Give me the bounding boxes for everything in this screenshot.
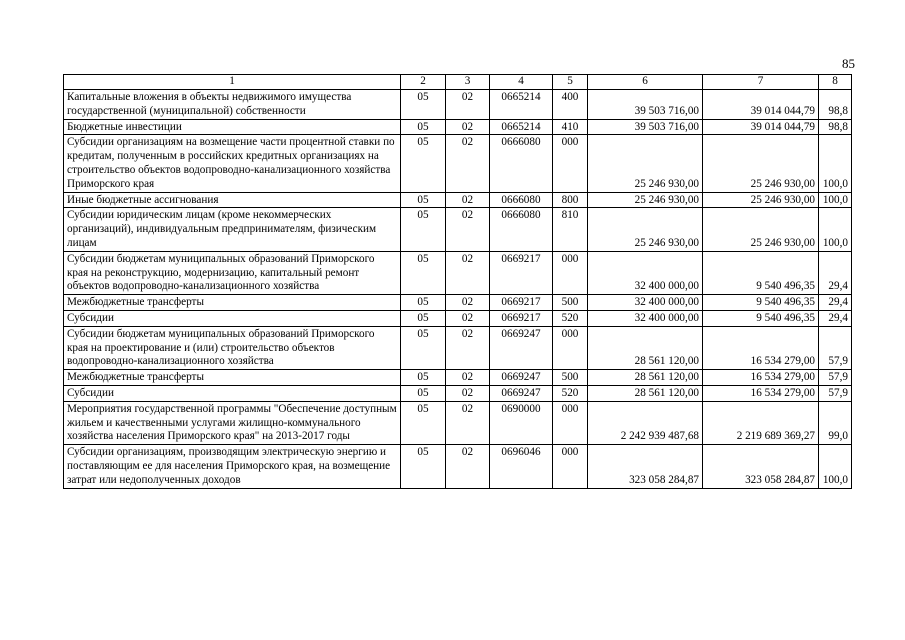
expense-type-code: 000 xyxy=(553,135,588,192)
table-row xyxy=(64,401,852,444)
budget-table xyxy=(63,74,852,489)
header-cell: 8 xyxy=(819,75,852,90)
section-code: 05 xyxy=(401,310,446,326)
subsection-code: 02 xyxy=(446,370,490,386)
table-row xyxy=(64,192,852,208)
subsection-code: 02 xyxy=(446,208,490,251)
item-name: Мероприятия государственной программы "Обеспечение доступным жильем и качественными услугами жилищно-коммунального хозяйства населения Приморского края" на 2013-2017 годы xyxy=(64,401,401,444)
table-body xyxy=(64,90,852,489)
subsection-code: 02 xyxy=(446,326,490,369)
execution-percent: 98,8 xyxy=(819,90,852,120)
table-row xyxy=(64,251,852,294)
subsection-code: 02 xyxy=(446,251,490,294)
expense-type-code: 000 xyxy=(553,401,588,444)
planned-amount: 32 400 000,00 xyxy=(588,310,703,326)
item-name: Субсидии xyxy=(64,385,401,401)
expense-type-code: 410 xyxy=(553,119,588,135)
planned-amount: 323 058 284,87 xyxy=(588,445,703,488)
executed-amount: 39 014 044,79 xyxy=(703,90,819,120)
execution-percent: 100,0 xyxy=(819,192,852,208)
item-name: Межбюджетные трансферты xyxy=(64,295,401,311)
target-item-code: 0666080 xyxy=(490,135,553,192)
section-code: 05 xyxy=(401,251,446,294)
section-code: 05 xyxy=(401,90,446,120)
executed-amount: 2 219 689 369,27 xyxy=(703,401,819,444)
table-row xyxy=(64,90,852,120)
section-code: 05 xyxy=(401,370,446,386)
header-cell: 2 xyxy=(401,75,446,90)
header-cell: 7 xyxy=(703,75,819,90)
execution-percent: 57,9 xyxy=(819,326,852,369)
table-row xyxy=(64,370,852,386)
execution-percent: 100,0 xyxy=(819,208,852,251)
planned-amount: 25 246 930,00 xyxy=(588,208,703,251)
subsection-code: 02 xyxy=(446,295,490,311)
expense-type-code: 810 xyxy=(553,208,588,251)
table-row xyxy=(64,295,852,311)
execution-percent: 29,4 xyxy=(819,295,852,311)
table-row xyxy=(64,445,852,488)
execution-percent: 29,4 xyxy=(819,310,852,326)
target-item-code: 0666080 xyxy=(490,208,553,251)
execution-percent: 57,9 xyxy=(819,385,852,401)
table-row xyxy=(64,135,852,192)
target-item-code: 0669247 xyxy=(490,385,553,401)
target-item-code: 0690000 xyxy=(490,401,553,444)
executed-amount: 25 246 930,00 xyxy=(703,192,819,208)
executed-amount: 25 246 930,00 xyxy=(703,208,819,251)
expense-type-code: 520 xyxy=(553,310,588,326)
item-name: Капитальные вложения в объекты недвижимого имущества государственной (муниципальной) собственности xyxy=(64,90,401,120)
section-code: 05 xyxy=(401,135,446,192)
header-cell: 1 xyxy=(64,75,401,90)
expense-type-code: 000 xyxy=(553,326,588,369)
subsection-code: 02 xyxy=(446,135,490,192)
table-row xyxy=(64,385,852,401)
executed-amount: 39 014 044,79 xyxy=(703,119,819,135)
target-item-code: 0669217 xyxy=(490,310,553,326)
subsection-code: 02 xyxy=(446,310,490,326)
planned-amount: 32 400 000,00 xyxy=(588,251,703,294)
header-cell: 3 xyxy=(446,75,490,90)
table-row xyxy=(64,310,852,326)
item-name: Субсидии организациям, производящим электрическую энергию и поставляющим ее для населения Приморского края, на возмещение затрат или недополученных доходов xyxy=(64,445,401,488)
subsection-code: 02 xyxy=(446,90,490,120)
expense-type-code: 800 xyxy=(553,192,588,208)
execution-percent: 100,0 xyxy=(819,135,852,192)
expense-type-code: 520 xyxy=(553,385,588,401)
executed-amount: 323 058 284,87 xyxy=(703,445,819,488)
expense-type-code: 500 xyxy=(553,295,588,311)
executed-amount: 9 540 496,35 xyxy=(703,251,819,294)
item-name: Субсидии бюджетам муниципальных образований Приморского края на реконструкцию, модернизацию, капитальный ремонт объектов водопроводно-канализационного хозяйства xyxy=(64,251,401,294)
executed-amount: 16 534 279,00 xyxy=(703,326,819,369)
header-row xyxy=(64,75,852,90)
expense-type-code: 000 xyxy=(553,251,588,294)
section-code: 05 xyxy=(401,445,446,488)
section-code: 05 xyxy=(401,119,446,135)
section-code: 05 xyxy=(401,326,446,369)
table-row xyxy=(64,208,852,251)
executed-amount: 16 534 279,00 xyxy=(703,385,819,401)
target-item-code: 0669217 xyxy=(490,251,553,294)
target-item-code: 0665214 xyxy=(490,119,553,135)
execution-percent: 100,0 xyxy=(819,445,852,488)
target-item-code: 0696046 xyxy=(490,445,553,488)
item-name: Субсидии xyxy=(64,310,401,326)
expense-type-code: 000 xyxy=(553,445,588,488)
execution-percent: 99,0 xyxy=(819,401,852,444)
expense-type-code: 400 xyxy=(553,90,588,120)
subsection-code: 02 xyxy=(446,401,490,444)
item-name: Субсидии юридическим лицам (кроме некоммерческих организаций), индивидуальным предпринимателям, физическим лицам xyxy=(64,208,401,251)
planned-amount: 39 503 716,00 xyxy=(588,90,703,120)
section-code: 05 xyxy=(401,295,446,311)
executed-amount: 9 540 496,35 xyxy=(703,310,819,326)
subsection-code: 02 xyxy=(446,119,490,135)
item-name: Межбюджетные трансферты xyxy=(64,370,401,386)
subsection-code: 02 xyxy=(446,445,490,488)
planned-amount: 32 400 000,00 xyxy=(588,295,703,311)
header-cell: 5 xyxy=(553,75,588,90)
execution-percent: 57,9 xyxy=(819,370,852,386)
table-row xyxy=(64,119,852,135)
planned-amount: 25 246 930,00 xyxy=(588,192,703,208)
target-item-code: 0669217 xyxy=(490,295,553,311)
expense-type-code: 500 xyxy=(553,370,588,386)
planned-amount: 28 561 120,00 xyxy=(588,385,703,401)
planned-amount: 25 246 930,00 xyxy=(588,135,703,192)
page-number: 85 xyxy=(842,56,855,71)
header-cell: 6 xyxy=(588,75,703,90)
subsection-code: 02 xyxy=(446,385,490,401)
section-code: 05 xyxy=(401,385,446,401)
item-name: Иные бюджетные ассигнования xyxy=(64,192,401,208)
planned-amount: 39 503 716,00 xyxy=(588,119,703,135)
target-item-code: 0665214 xyxy=(490,90,553,120)
target-item-code: 0666080 xyxy=(490,192,553,208)
item-name: Субсидии бюджетам муниципальных образований Приморского края на проектирование и (или) строительство объектов водопроводно-канализационного хозяйства xyxy=(64,326,401,369)
execution-percent: 98,8 xyxy=(819,119,852,135)
item-name: Бюджетные инвестиции xyxy=(64,119,401,135)
table-row xyxy=(64,326,852,369)
header-cell: 4 xyxy=(490,75,553,90)
section-code: 05 xyxy=(401,192,446,208)
planned-amount: 28 561 120,00 xyxy=(588,326,703,369)
item-name: Субсидии организациям на возмещение части процентной ставки по кредитам, полученным в российских кредитных организациях на строительство объектов водопроводно-канализационного хозяйства Приморского края xyxy=(64,135,401,192)
executed-amount: 16 534 279,00 xyxy=(703,370,819,386)
target-item-code: 0669247 xyxy=(490,370,553,386)
subsection-code: 02 xyxy=(446,192,490,208)
section-code: 05 xyxy=(401,401,446,444)
planned-amount: 28 561 120,00 xyxy=(588,370,703,386)
target-item-code: 0669247 xyxy=(490,326,553,369)
executed-amount: 25 246 930,00 xyxy=(703,135,819,192)
section-code: 05 xyxy=(401,208,446,251)
planned-amount: 2 242 939 487,68 xyxy=(588,401,703,444)
executed-amount: 9 540 496,35 xyxy=(703,295,819,311)
execution-percent: 29,4 xyxy=(819,251,852,294)
